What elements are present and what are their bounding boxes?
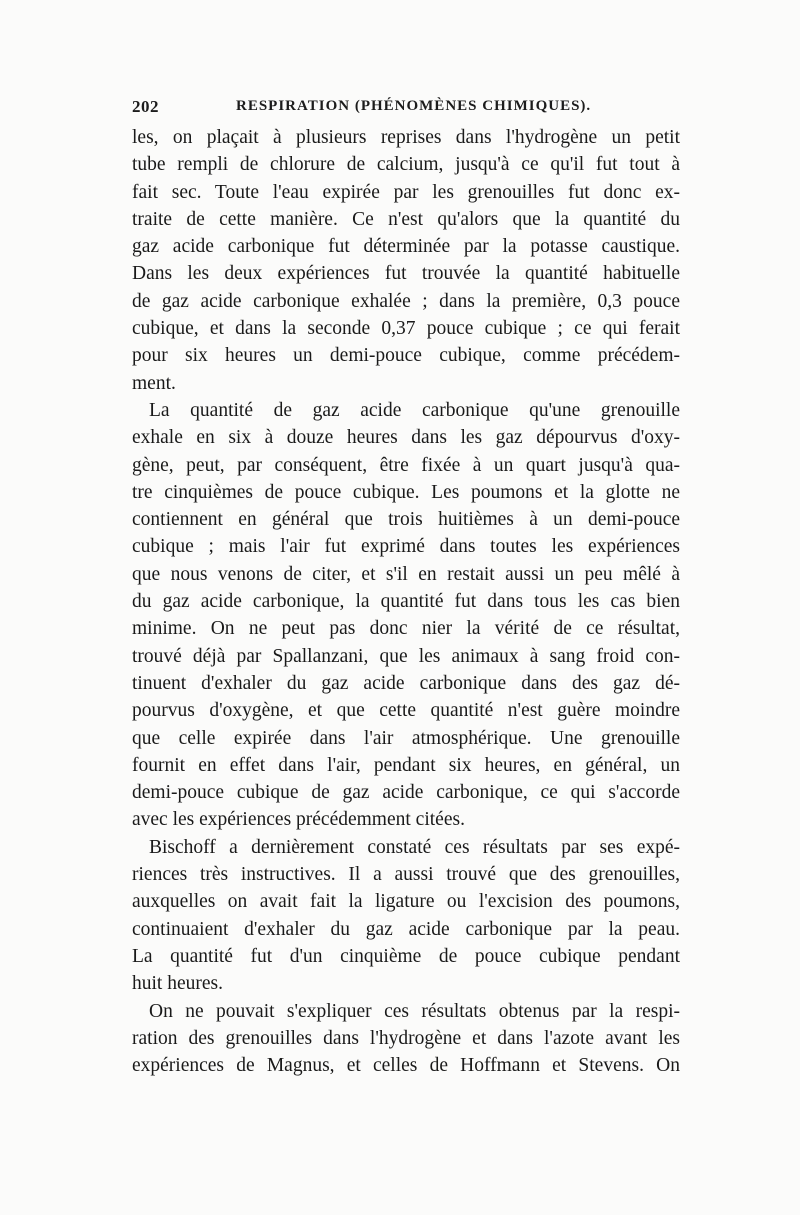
- text-line: de gaz acide carbonique exhalée ; dans la première, 0,3 pouce: [132, 290, 680, 312]
- text-line: tube rempli de chlorure de calcium, jusqu'à ce qu'il fut tout à: [132, 154, 680, 176]
- text-line: ration des grenouilles dans l'hydrogène et dans l'azote avant les: [132, 1027, 680, 1049]
- text-line: gaz acide carbonique fut déterminée par la potasse caustique.: [132, 236, 680, 258]
- text-line: pourvus d'oxygène, et que cette quantité n'est guère moindre: [132, 700, 680, 722]
- text-line: ment.: [132, 372, 176, 394]
- text-line: La quantité fut d'un cinquième de pouce cubique pendant: [132, 945, 680, 967]
- text-line: auxquelles on avait fait la ligature ou l'excision des poumons,: [132, 891, 680, 913]
- text-line: fait sec. Toute l'eau expirée par les grenouilles fut donc ex-: [132, 181, 680, 203]
- text-line: tre cinquièmes de pouce cubique. Les poumons et la glotte ne: [132, 481, 680, 503]
- text-line: pour six heures un demi-pouce cubique, comme précédem-: [132, 345, 680, 367]
- text-line: riences très instructives. Il a aussi trouvé que des grenouilles,: [132, 864, 680, 886]
- text-line: tinuent d'exhaler du gaz acide carbonique dans des gaz dé-: [132, 672, 680, 694]
- text-line: du gaz acide carbonique, la quantité fut dans tous les cas bien: [132, 591, 680, 613]
- text-line: huit heures.: [132, 973, 223, 995]
- text-line: cubique, et dans la seconde 0,37 pouce cubique ; ce qui ferait: [132, 318, 680, 340]
- text-line: contiennent en général que trois huitièmes à un demi-pouce: [132, 509, 680, 531]
- text-line: demi-pouce cubique de gaz acide carbonique, ce qui s'accorde: [132, 782, 680, 804]
- text-line: exhale en six à douze heures dans les gaz dépourvus d'oxy-: [132, 427, 680, 449]
- text-line: que nous venons de citer, et s'il en restait aussi un peu mêlé à: [132, 563, 680, 585]
- text-line: expériences de Magnus, et celles de Hoffmann et Stevens. On: [132, 1055, 680, 1077]
- text-line: gène, peut, par conséquent, être fixée à un quart jusqu'à qua-: [132, 454, 680, 476]
- text-line: minime. On ne peut pas donc nier la vérité de ce résultat,: [132, 618, 680, 640]
- text-line: traite de cette manière. Ce n'est qu'alors que la quantité du: [132, 208, 680, 230]
- paragraph-first-line: La quantité de gaz acide carbonique qu'une grenouille: [149, 399, 680, 421]
- running-title: RESPIRATION (PHÉNOMÈNES CHIMIQUES).: [236, 98, 592, 114]
- text-line: continuaient d'exhaler du gaz acide carbonique par la peau.: [132, 918, 680, 940]
- paragraph-first-line: Bischoff a dernièrement constaté ces résultats par ses expé-: [149, 836, 680, 858]
- text-line: fournit en effet dans l'air, pendant six heures, en général, un: [132, 754, 680, 776]
- page-number: 202: [132, 97, 159, 116]
- text-line: les, on plaçait à plusieurs reprises dans l'hydrogène un petit: [132, 127, 680, 148]
- paragraph-first-line: On ne pouvait s'expliquer ces résultats obtenus par la respi-: [149, 1000, 680, 1022]
- body-text: [132, 124, 680, 1079]
- text-line: avec les expériences précédemment citées.: [132, 809, 465, 831]
- text-line: que celle expirée dans l'air atmosphérique. Une grenouille: [132, 727, 680, 749]
- running-head: [132, 97, 680, 121]
- text-line: Dans les deux expériences fut trouvée la quantité habituelle: [132, 263, 680, 285]
- text-line: trouvé déjà par Spallanzani, que les animaux à sang froid con-: [132, 645, 680, 667]
- text-line: cubique ; mais l'air fut exprimé dans toutes les expériences: [132, 536, 680, 558]
